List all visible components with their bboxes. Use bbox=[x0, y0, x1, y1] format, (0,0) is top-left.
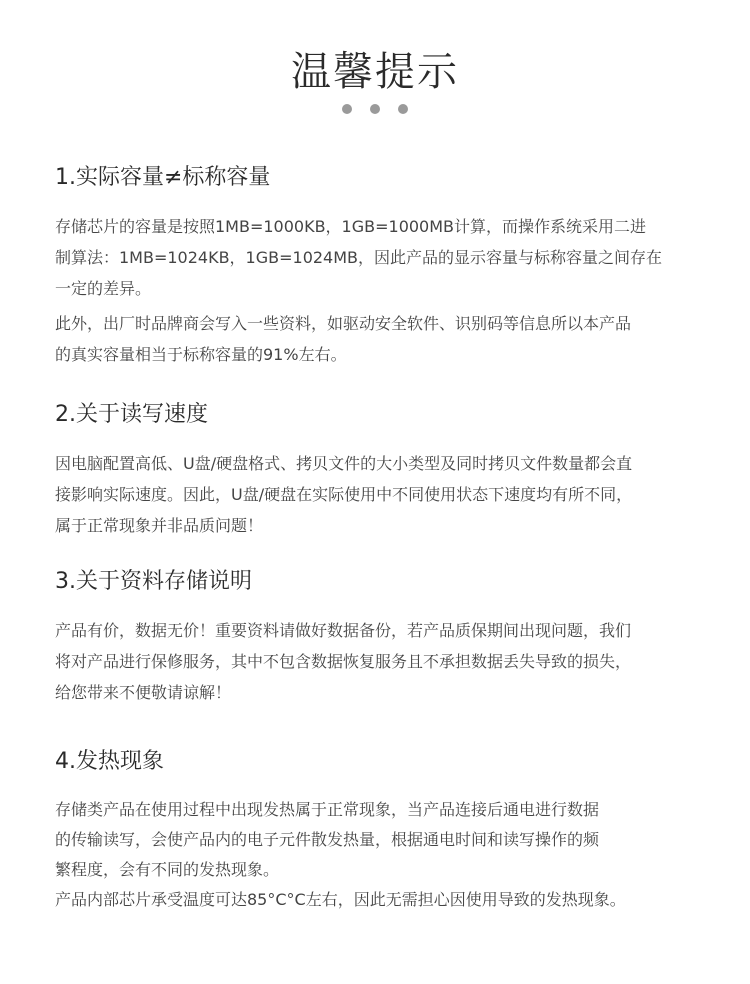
page-title: 温馨提示 bbox=[291, 49, 459, 95]
section-speed bbox=[55, 400, 705, 545]
divider-dots bbox=[0, 104, 750, 114]
dot-icon bbox=[398, 104, 408, 114]
text-line: 属于正常现象并非品质问题！ bbox=[55, 516, 264, 535]
section-paragraph bbox=[55, 795, 705, 915]
section-paragraph bbox=[55, 211, 705, 304]
text-line: 存储类产品在使用过程中出现发热属于正常现象，当产品连接后通电进行数据 bbox=[55, 800, 600, 819]
section-title: 1.实际容量≠标称容量 bbox=[55, 165, 271, 190]
text-line: 的传输读写，会使产品内的电子元件散发热量，根据通电时间和读写操作的频 bbox=[55, 830, 600, 849]
text-line: 给您带来不便敬请谅解！ bbox=[55, 683, 232, 702]
section-paragraph bbox=[55, 615, 705, 708]
text-line: 一定的差异。 bbox=[55, 279, 152, 298]
text-line: 产品内部芯片承受温度可达85°C°C左右，因此无需担心因使用导致的发热现象。 bbox=[55, 890, 626, 909]
section-paragraph bbox=[55, 448, 705, 541]
dot-icon bbox=[370, 104, 380, 114]
section-data-storage bbox=[55, 567, 705, 712]
text-line: 产品有价，数据无价！重要资料请做好数据备份，若产品质保期间出现问题，我们 bbox=[55, 621, 632, 640]
text-line: 此外，出厂时品牌商会写入一些资料，如驱动安全软件、识别码等信息所以本产品 bbox=[55, 314, 632, 333]
section-heat bbox=[55, 747, 705, 919]
dot-icon bbox=[342, 104, 352, 114]
text-line: 繁程度，会有不同的发热现象。 bbox=[55, 860, 280, 879]
text-line: 因电脑配置高低、U盘/硬盘格式、拷贝文件的大小类型及同时拷贝文件数量都会直 bbox=[55, 454, 633, 473]
section-capacity bbox=[55, 163, 705, 374]
text-line: 的真实容量相当于标称容量的91%左右。 bbox=[55, 345, 347, 364]
section-title: 4.发热现象 bbox=[55, 749, 164, 774]
text-line: 接影响实际速度。因此，U盘/硬盘在实际使用中不同使用状态下速度均有所不同， bbox=[55, 485, 633, 504]
section-title: 2.关于读写速度 bbox=[55, 402, 208, 427]
text-line: 将对产品进行保修服务，其中不包含数据恢复服务且不承担数据丢失导致的损失， bbox=[55, 652, 632, 671]
text-line: 制算法：1MB=1024KB，1GB=1024MB，因此产品的显示容量与标称容量之间存在 bbox=[55, 248, 663, 267]
section-title: 3.关于资料存储说明 bbox=[55, 569, 252, 594]
text-line: 存储芯片的容量是按照1MB=1000KB，1GB=1000MB计算，而操作系统采用二进 bbox=[55, 217, 647, 236]
section-paragraph bbox=[55, 308, 705, 370]
